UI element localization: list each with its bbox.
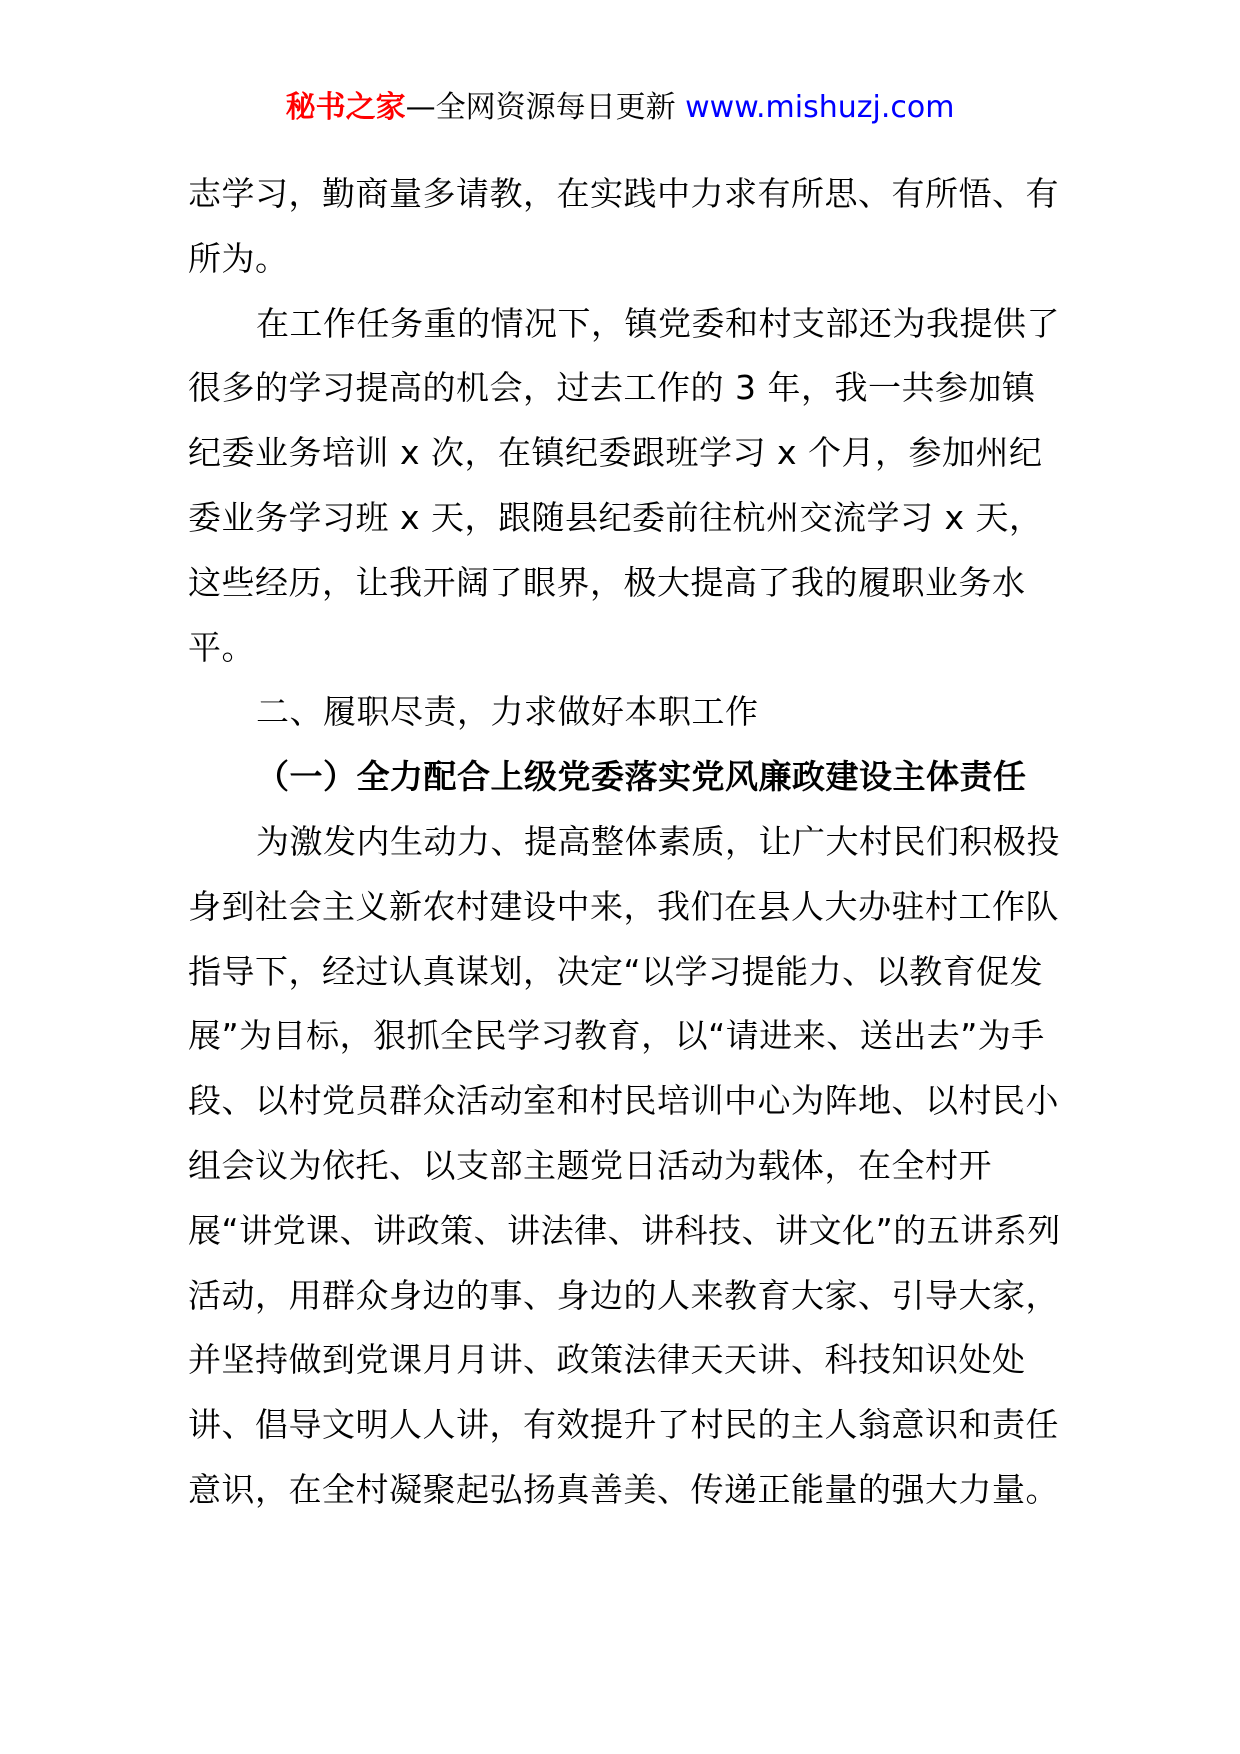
subsection-heading: （一）全力配合上级党委落实党风廉政建设主体责任 [256,757,1027,797]
page-header [0,86,1240,130]
header-slogan: —全网资源每日更新 [405,90,676,125]
document-body [188,162,1068,1523]
paragraph-training: 在工作任务重的情况下，镇党委和村支部还为我提供了很多的学习提高的机会，过去工作的 3 年，我一共参加镇纪委业务培训 x 次，在镇纪委跟班学习 x 个月，参加州纪委业务学习班 x 天，跟随县纪委前往杭州交流学习 x 天，这些经历，让我开阔了眼界，极大提高了我的履职业务水平。 [188,303,1060,667]
section-heading: 二、履职尽责，力求做好本职工作 [256,692,759,732]
paragraph-activities: 为激发内生动力、提高整体素质，让广大村民们积极投身到社会主义新农村建设中来，我们在县人大办驻村工作队指导下，经过认真谋划，决定“以学习提能力、以教育促发展”为目标，狠抓全民学习教育，以“请进来、送出去”为手段、以村党员群众活动室和村民培训中心为阵地、以村民小组会议为依托、以支部主题党日活动为载体，在全村开展“讲党课、讲政策、讲法律、讲科技、讲文化”的五讲系列活动，用群众身边的事、身边的人来教育大家、引导大家，并坚持做到党课月月讲、政策法律天天讲、科技知识处处讲、倡导文明人人讲，有效提升了村民的主人翁意识和责任意识，在全村凝聚起弘扬真善美、传递正能量的强大力量。 [188,821,1061,1509]
paragraph-continuation: 志学习，勤商量多请教，在实践中力求有所思、有所悟、有所为。 [188,174,1059,278]
brand-name: 秘书之家 [285,90,406,125]
site-url-link[interactable]: www.mishuzj.com [685,90,955,125]
